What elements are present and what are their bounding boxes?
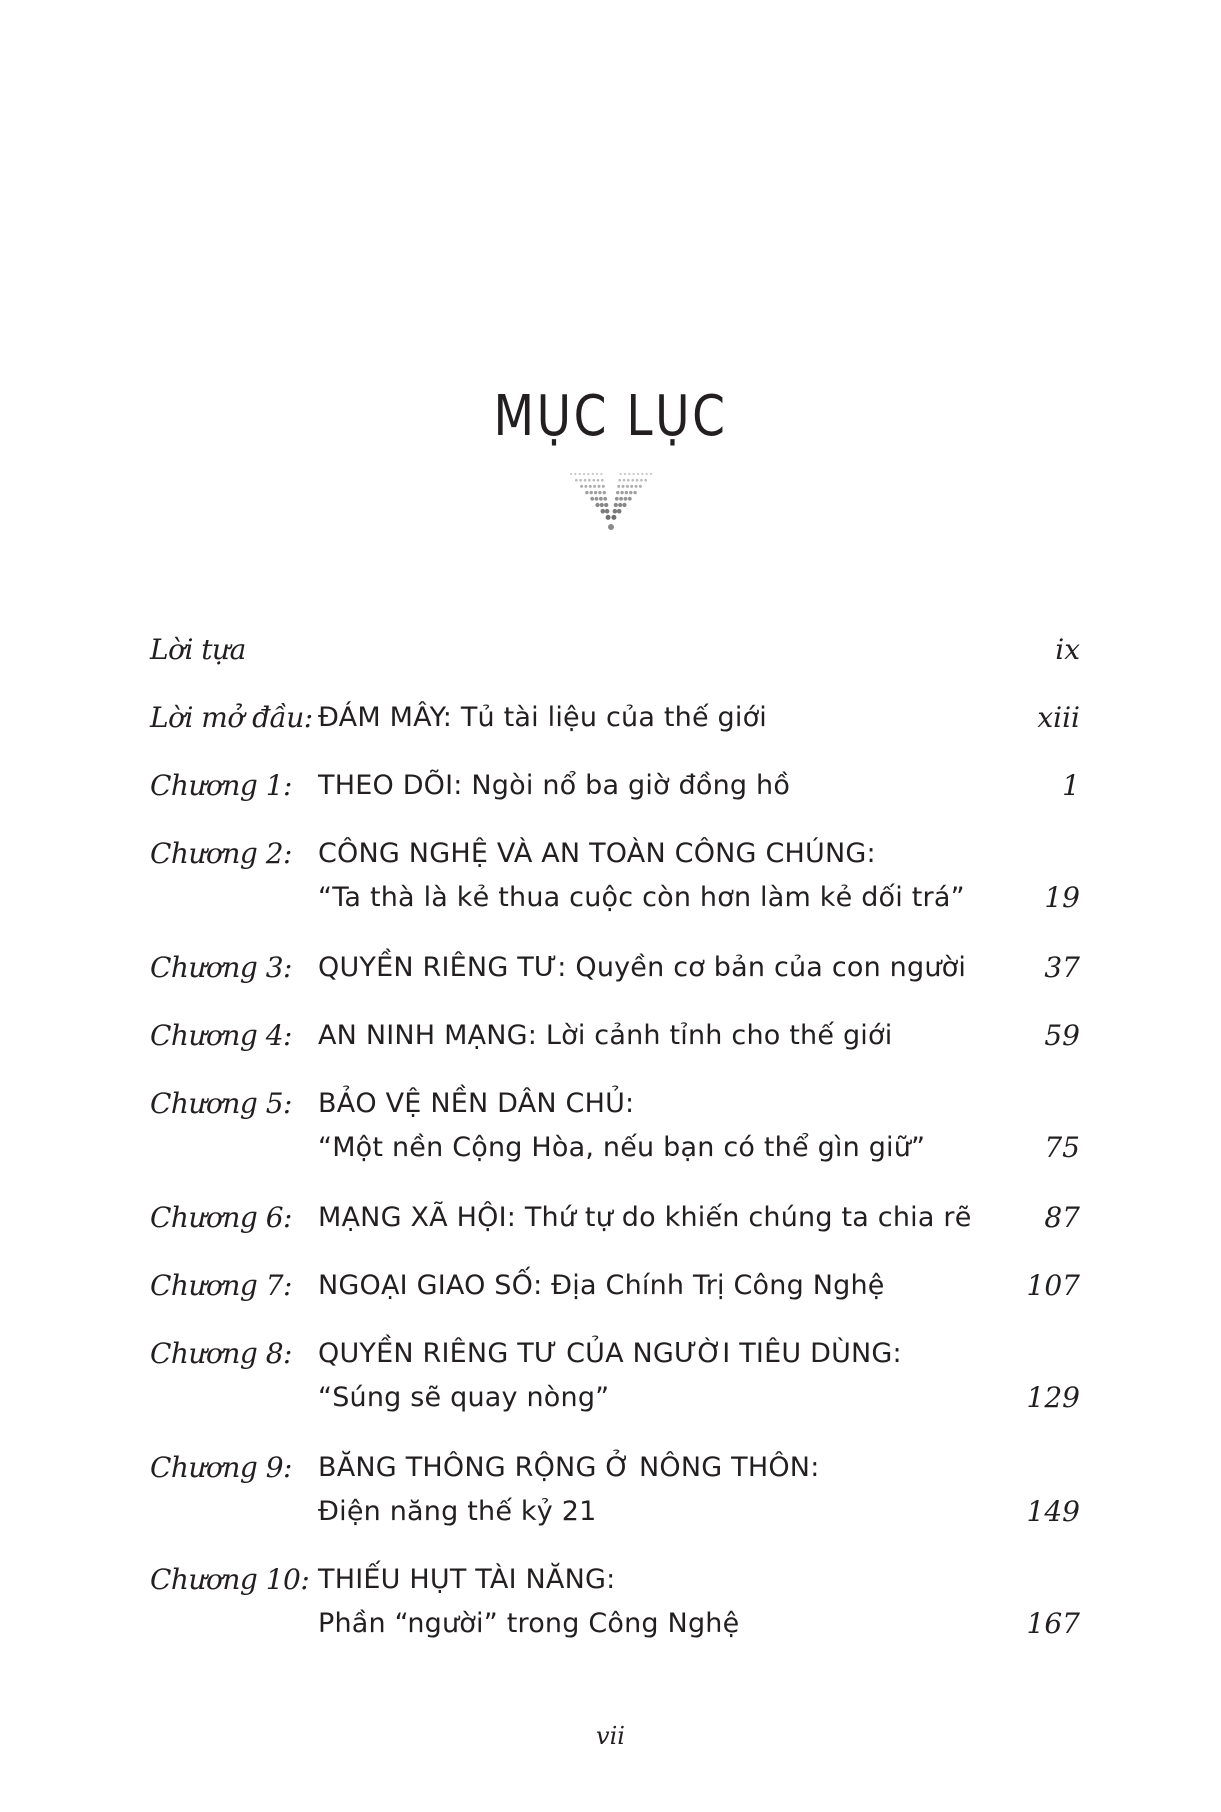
toc-entry-title — [318, 946, 967, 990]
toc-entry-page: ix — [1055, 633, 1080, 666]
toc-entry-page: 75 — [1044, 1131, 1080, 1164]
toc-entry-label: Chương 3: — [150, 951, 292, 984]
toc-entry-line: BẢO VỆ NỀN DÂN CHỦ: — [318, 1088, 635, 1119]
toc-entry-label: Chương 1: — [150, 769, 292, 802]
toc-entry-label: Lời mở đầu: — [150, 701, 313, 734]
toc-entry-line: THEO DÕI: Ngòi nổ ba giờ đồng hồ — [318, 770, 791, 801]
toc-entry-page: xiii — [1037, 701, 1080, 734]
toc-entry-label: Chương 10: — [150, 1563, 310, 1596]
toc-entry-line: QUYỀN RIÊNG TƯ: Quyền cơ bản của con người — [318, 952, 967, 983]
toc-entry-page: 107 — [1026, 1269, 1080, 1302]
toc-entry-line: “Súng sẽ quay nòng” — [318, 1382, 610, 1413]
toc-entry-line: ĐÁM MÂY: Tủ tài liệu của thế giới — [318, 702, 768, 733]
page-number: vii — [596, 1722, 625, 1750]
toc-entry-line: Điện năng thế kỷ 21 — [318, 1496, 597, 1527]
toc-entry-page: 19 — [1044, 881, 1080, 914]
toc-entry-title — [318, 1446, 948, 1534]
toc-entry-title — [318, 764, 948, 808]
toc-entry-title — [318, 1196, 972, 1240]
toc-entry-title — [318, 696, 948, 740]
toc-entry-line: CÔNG NGHỆ VÀ AN TOÀN CÔNG CHÚNG: — [318, 838, 876, 869]
toc-entry-label: Chương 4: — [150, 1019, 292, 1052]
toc-entry-line: NGOẠI GIAO SỐ: Địa Chính Trị Công Nghệ — [318, 1270, 885, 1301]
page-title: MỤC LỤC — [493, 384, 728, 449]
toc-entry-page: 129 — [1026, 1381, 1080, 1414]
toc-entry-title — [318, 1558, 948, 1646]
toc-entry-page: 37 — [1044, 951, 1080, 984]
toc-entry-title — [318, 1014, 948, 1058]
toc-entry-page: 1 — [1062, 769, 1080, 802]
toc-entry-label: Lời tựa — [150, 633, 246, 666]
toc-entry-label: Chương 8: — [150, 1337, 292, 1370]
toc-entry-line: THIẾU HỤT TÀI NĂNG: — [318, 1564, 616, 1595]
toc-entry-title — [318, 1264, 948, 1308]
toc-entry-line: AN NINH MẠNG: Lời cảnh tỉnh cho thế giới — [318, 1020, 893, 1051]
toc-entry-label: Chương 5: — [150, 1087, 292, 1120]
toc-entry-line: BĂNG THÔNG RỘNG Ở NÔNG THÔN: — [318, 1452, 820, 1483]
toc-entry-label: Chương 2: — [150, 837, 292, 870]
toc-entry-line: “Một nền Cộng Hòa, nếu bạn có thể gìn giữ” — [318, 1132, 926, 1163]
toc-entry-title — [318, 832, 965, 920]
toc-entry-line: MẠNG XÃ HỘI: Thứ tự do khiến chúng ta chia rẽ — [318, 1202, 972, 1233]
toc-entry-title — [318, 1332, 948, 1420]
toc-entry-page: 167 — [1026, 1607, 1080, 1640]
toc-entry-label: Chương 9: — [150, 1451, 292, 1484]
toc-entry-line: QUYỀN RIÊNG TƯ CỦA NGƯỜI TIÊU DÙNG: — [318, 1338, 902, 1369]
toc-entry-page: 149 — [1026, 1495, 1080, 1528]
toc-entry-title — [318, 1082, 948, 1170]
toc-entry-line: “Ta thà là kẻ thua cuộc còn hơn làm kẻ dối trá” — [318, 882, 965, 913]
toc-entry-label: Chương 6: — [150, 1201, 292, 1234]
toc-entry-label: Chương 7: — [150, 1269, 292, 1302]
toc-entry-page: 59 — [1044, 1019, 1080, 1052]
toc-entry-page: 87 — [1044, 1201, 1080, 1234]
toc-entry-line: Phần “người” trong Công Nghệ — [318, 1608, 740, 1639]
